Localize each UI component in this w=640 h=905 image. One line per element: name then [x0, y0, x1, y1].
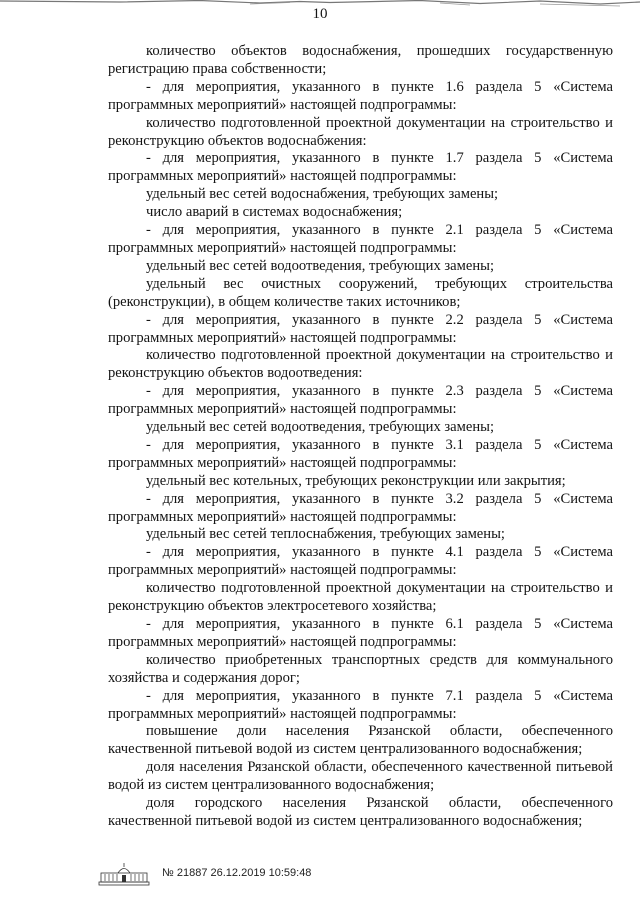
body-paragraph: - для мероприятия, указанного в пункте 3.1 раздела 5 «Система программных мероприятий» настоящей подпрограммы:: [108, 436, 613, 471]
body-paragraph: количество подготовленной проектной документации на строительство и реконструкцию объектов электросетевого хозяйства;: [108, 580, 613, 615]
body-paragraph: удельный вес сетей теплоснабжения, требующих замены;: [146, 526, 505, 543]
body-paragraph: повышение доли населения Рязанской области, обеспеченного качественной питьевой водой из систем централизованного водоснабжения;: [108, 723, 613, 758]
body-paragraph: - для мероприятия, указанного в пункте 2.2 раздела 5 «Система программных мероприятий» настоящей подпрограммы:: [108, 311, 613, 346]
document-body: [108, 43, 613, 831]
body-paragraph: - для мероприятия, указанного в пункте 4.1 раздела 5 «Система программных мероприятий» настоящей подпрограммы:: [108, 544, 613, 579]
body-paragraph: удельный вес очистных сооружений, требующих строительства (реконструкции), в общем количестве таких источников;: [108, 275, 613, 310]
body-paragraph: количество приобретенных транспортных средств для коммунального хозяйства и содержания дорог;: [108, 651, 613, 686]
body-paragraph: доля городского населения Рязанской области, обеспеченного качественной питьевой водой из систем централизованного водоснабжения;: [108, 795, 613, 829]
body-paragraph: количество объектов водоснабжения, прошедших государственную регистрацию права собственности;: [108, 43, 613, 77]
body-paragraph: удельный вес котельных, требующих реконструкции или закрытия;: [146, 472, 566, 489]
government-building-stamp-icon: [98, 859, 150, 887]
body-paragraph: - для мероприятия, указанного в пункте 7.1 раздела 5 «Система программных мероприятий» настоящей подпрограммы:: [108, 687, 613, 722]
body-paragraph: - для мероприятия, указанного в пункте 1.7 раздела 5 «Система программных мероприятий» настоящей подпрограммы:: [108, 150, 613, 185]
registration-number-timestamp: № 21887 26.12.2019 10:59:48: [162, 867, 312, 879]
body-paragraph: доля населения Рязанской области, обеспеченного качественной питьевой водой из систем централизованного водоснабжения;: [108, 759, 613, 794]
body-paragraph: удельный вес сетей водоснабжения, требующих замены;: [146, 186, 499, 203]
page-number: 10: [312, 6, 328, 22]
body-paragraph: число аварий в системах водоснабжения;: [146, 204, 403, 221]
body-paragraph: - для мероприятия, указанного в пункте 2.3 раздела 5 «Система программных мероприятий» настоящей подпрограммы:: [108, 383, 613, 418]
body-paragraph: количество подготовленной проектной документации на строительство и реконструкцию объектов водоотведения:: [108, 347, 613, 382]
registration-footer: [98, 858, 311, 888]
body-paragraph: количество подготовленной проектной документации на строительство и реконструкцию объектов водоснабжения:: [108, 114, 613, 149]
body-paragraph: - для мероприятия, указанного в пункте 1.6 раздела 5 «Система программных мероприятий» настоящей подпрограммы:: [108, 78, 613, 113]
body-paragraph: удельный вес сетей водоотведения, требующих замены;: [146, 419, 495, 436]
body-paragraph: удельный вес сетей водоотведения, требующих замены;: [146, 257, 495, 274]
body-paragraph: - для мероприятия, указанного в пункте 6.1 раздела 5 «Система программных мероприятий» настоящей подпрограммы:: [108, 616, 613, 650]
body-paragraph: - для мероприятия, указанного в пункте 3.2 раздела 5 «Система программных мероприятий» настоящей подпрограммы:: [108, 490, 613, 525]
body-paragraph: - для мероприятия, указанного в пункте 2.1 раздела 5 «Система программных мероприятий» настоящей подпрограммы:: [108, 222, 613, 256]
